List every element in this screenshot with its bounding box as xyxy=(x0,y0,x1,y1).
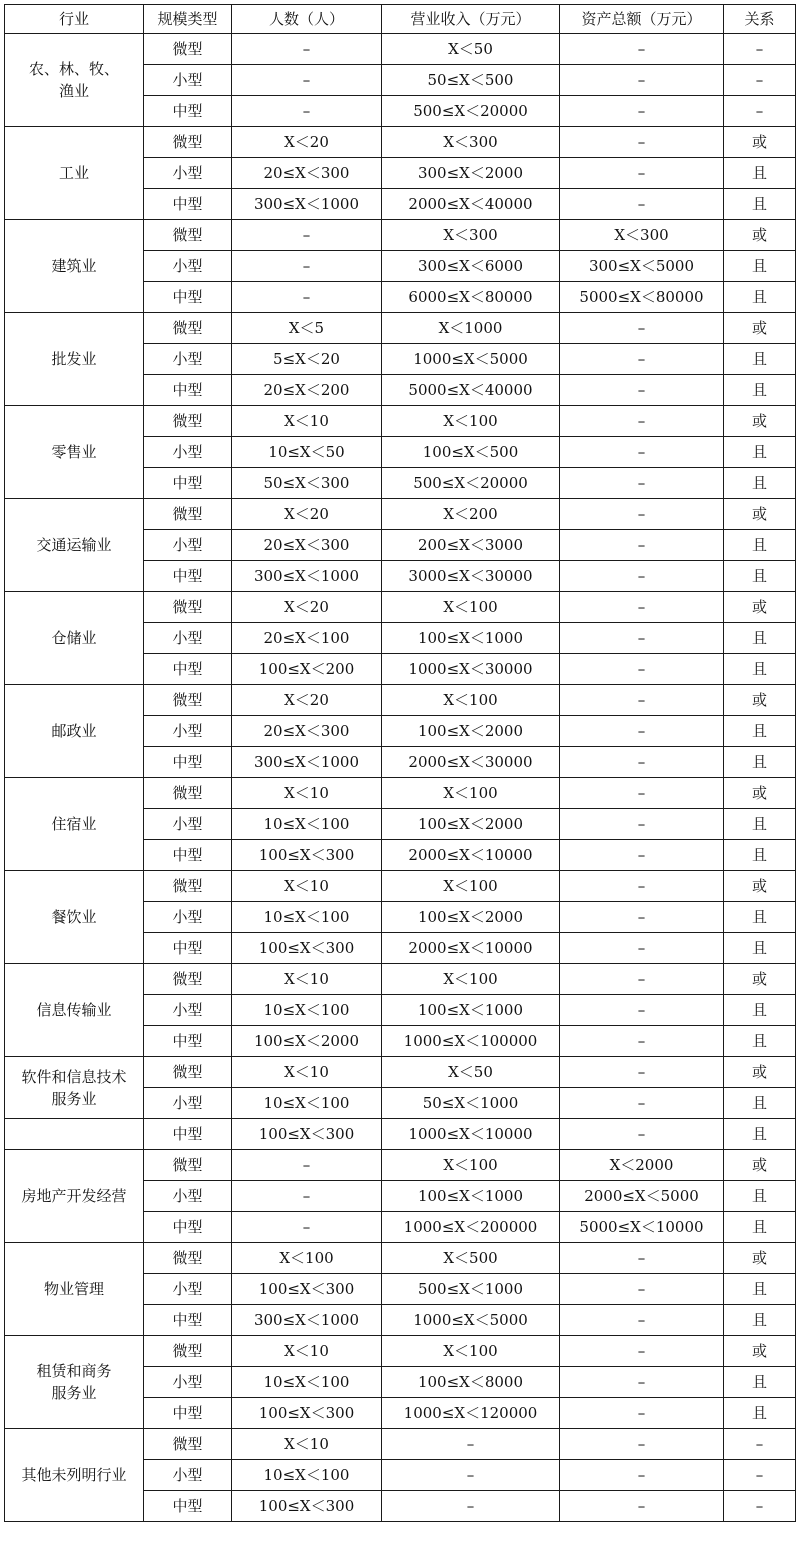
industry-cell: 零售业 xyxy=(5,406,144,499)
relation-cell: 且 xyxy=(724,1119,796,1150)
revenue-cell: 50≤X＜500 xyxy=(382,65,560,96)
revenue-cell: 100≤X＜1000 xyxy=(382,1181,560,1212)
revenue-cell: X＜100 xyxy=(382,1336,560,1367)
revenue-cell: X＜100 xyxy=(382,1150,560,1181)
assets-cell: – xyxy=(560,34,724,65)
employees-cell: X＜10 xyxy=(232,1429,382,1460)
size-type-cell: 中型 xyxy=(144,1305,232,1336)
assets-cell: – xyxy=(560,1243,724,1274)
header-relation: 关系 xyxy=(724,5,796,34)
size-type-cell: 微型 xyxy=(144,220,232,251)
size-type-cell: 中型 xyxy=(144,840,232,871)
size-type-cell: 微型 xyxy=(144,871,232,902)
assets-cell: – xyxy=(560,840,724,871)
size-type-cell: 小型 xyxy=(144,902,232,933)
employees-cell: X＜10 xyxy=(232,1336,382,1367)
relation-cell: 且 xyxy=(724,1026,796,1057)
industry-cell: 农、林、牧、 渔业 xyxy=(5,34,144,127)
employees-cell: 100≤X＜300 xyxy=(232,1274,382,1305)
revenue-cell: 1000≤X＜100000 xyxy=(382,1026,560,1057)
employees-cell: 10≤X＜100 xyxy=(232,995,382,1026)
employees-cell: – xyxy=(232,1212,382,1243)
revenue-cell: 1000≤X＜10000 xyxy=(382,1119,560,1150)
size-type-cell: 小型 xyxy=(144,1088,232,1119)
employees-cell: – xyxy=(232,282,382,313)
relation-cell: 或 xyxy=(724,499,796,530)
assets-cell: – xyxy=(560,871,724,902)
employees-cell: X＜5 xyxy=(232,313,382,344)
table-row xyxy=(5,685,796,716)
assets-cell: – xyxy=(560,1026,724,1057)
size-type-cell: 中型 xyxy=(144,1212,232,1243)
assets-cell: – xyxy=(560,127,724,158)
size-type-cell: 微型 xyxy=(144,406,232,437)
assets-cell: X＜300 xyxy=(560,220,724,251)
assets-cell: – xyxy=(560,561,724,592)
relation-cell: – xyxy=(724,65,796,96)
size-type-cell: 微型 xyxy=(144,1429,232,1460)
industry-cell: 仓储业 xyxy=(5,592,144,685)
size-type-cell: 微型 xyxy=(144,127,232,158)
employees-cell: 50≤X＜300 xyxy=(232,468,382,499)
relation-cell: 或 xyxy=(724,1243,796,1274)
size-type-cell: 小型 xyxy=(144,65,232,96)
employees-cell: 5≤X＜20 xyxy=(232,344,382,375)
relation-cell: 且 xyxy=(724,747,796,778)
assets-cell: – xyxy=(560,1305,724,1336)
revenue-cell: X＜50 xyxy=(382,34,560,65)
assets-cell: – xyxy=(560,468,724,499)
table-row xyxy=(5,1429,796,1460)
revenue-cell: 200≤X＜3000 xyxy=(382,530,560,561)
relation-cell: 且 xyxy=(724,716,796,747)
revenue-cell: X＜1000 xyxy=(382,313,560,344)
table-row xyxy=(5,1336,796,1367)
table-row xyxy=(5,1243,796,1274)
revenue-cell: 500≤X＜20000 xyxy=(382,96,560,127)
revenue-cell: 1000≤X＜5000 xyxy=(382,1305,560,1336)
size-type-cell: 微型 xyxy=(144,685,232,716)
industry-cell: 物业管理 xyxy=(5,1243,144,1336)
revenue-cell: 2000≤X＜40000 xyxy=(382,189,560,220)
employees-cell: 100≤X＜2000 xyxy=(232,1026,382,1057)
assets-cell: – xyxy=(560,1119,724,1150)
size-type-cell: 小型 xyxy=(144,716,232,747)
assets-cell: – xyxy=(560,964,724,995)
table-row xyxy=(5,964,796,995)
employees-cell: 300≤X＜1000 xyxy=(232,189,382,220)
assets-cell: – xyxy=(560,778,724,809)
table-row xyxy=(5,1150,796,1181)
size-type-cell: 小型 xyxy=(144,623,232,654)
size-type-cell: 中型 xyxy=(144,654,232,685)
header-total-assets: 资产总额（万元） xyxy=(560,5,724,34)
revenue-cell: 100≤X＜500 xyxy=(382,437,560,468)
relation-cell: 或 xyxy=(724,313,796,344)
header-employees: 人数（人） xyxy=(232,5,382,34)
size-type-cell: 小型 xyxy=(144,251,232,282)
relation-cell: 或 xyxy=(724,592,796,623)
relation-cell: 且 xyxy=(724,623,796,654)
employees-cell: 10≤X＜100 xyxy=(232,1088,382,1119)
revenue-cell: 50≤X＜1000 xyxy=(382,1088,560,1119)
size-type-cell: 微型 xyxy=(144,592,232,623)
revenue-cell: – xyxy=(382,1429,560,1460)
assets-cell: – xyxy=(560,716,724,747)
revenue-cell: 5000≤X＜40000 xyxy=(382,375,560,406)
assets-cell: – xyxy=(560,654,724,685)
revenue-cell: 100≤X＜2000 xyxy=(382,716,560,747)
header-row xyxy=(5,5,796,34)
employees-cell: X＜20 xyxy=(232,127,382,158)
employees-cell: X＜20 xyxy=(232,592,382,623)
size-type-cell: 微型 xyxy=(144,964,232,995)
industry-cell xyxy=(5,1119,144,1150)
revenue-cell: 300≤X＜2000 xyxy=(382,158,560,189)
relation-cell: 且 xyxy=(724,1088,796,1119)
industry-cell: 信息传输业 xyxy=(5,964,144,1057)
size-type-cell: 中型 xyxy=(144,1026,232,1057)
revenue-cell: X＜100 xyxy=(382,685,560,716)
assets-cell: – xyxy=(560,313,724,344)
size-type-cell: 中型 xyxy=(144,933,232,964)
assets-cell: – xyxy=(560,1088,724,1119)
size-type-cell: 微型 xyxy=(144,499,232,530)
revenue-cell: 6000≤X＜80000 xyxy=(382,282,560,313)
assets-cell: 2000≤X＜5000 xyxy=(560,1181,724,1212)
table-row xyxy=(5,127,796,158)
table-row xyxy=(5,220,796,251)
size-type-cell: 中型 xyxy=(144,375,232,406)
employees-cell: X＜20 xyxy=(232,685,382,716)
revenue-cell: X＜100 xyxy=(382,406,560,437)
employees-cell: 10≤X＜100 xyxy=(232,809,382,840)
relation-cell: – xyxy=(724,1491,796,1522)
assets-cell: 5000≤X＜80000 xyxy=(560,282,724,313)
revenue-cell: 100≤X＜8000 xyxy=(382,1367,560,1398)
assets-cell: – xyxy=(560,747,724,778)
relation-cell: 且 xyxy=(724,437,796,468)
assets-cell: – xyxy=(560,65,724,96)
revenue-cell: 1000≤X＜120000 xyxy=(382,1398,560,1429)
size-type-cell: 小型 xyxy=(144,1274,232,1305)
employees-cell: – xyxy=(232,1181,382,1212)
assets-cell: – xyxy=(560,1336,724,1367)
assets-cell: – xyxy=(560,809,724,840)
employees-cell: 10≤X＜50 xyxy=(232,437,382,468)
header-revenue: 营业收入（万元） xyxy=(382,5,560,34)
revenue-cell: 100≤X＜1000 xyxy=(382,995,560,1026)
employees-cell: – xyxy=(232,1150,382,1181)
employees-cell: – xyxy=(232,34,382,65)
relation-cell: 且 xyxy=(724,189,796,220)
employees-cell: – xyxy=(232,251,382,282)
relation-cell: 且 xyxy=(724,1274,796,1305)
employees-cell: 10≤X＜100 xyxy=(232,1367,382,1398)
employees-cell: 300≤X＜1000 xyxy=(232,561,382,592)
relation-cell: 或 xyxy=(724,964,796,995)
assets-cell: 5000≤X＜10000 xyxy=(560,1212,724,1243)
industry-cell: 交通运输业 xyxy=(5,499,144,592)
size-type-cell: 中型 xyxy=(144,189,232,220)
size-type-cell: 微型 xyxy=(144,313,232,344)
size-type-cell: 微型 xyxy=(144,1336,232,1367)
relation-cell: 且 xyxy=(724,530,796,561)
table-row xyxy=(5,592,796,623)
assets-cell: – xyxy=(560,1429,724,1460)
size-type-cell: 小型 xyxy=(144,1367,232,1398)
assets-cell: 300≤X＜5000 xyxy=(560,251,724,282)
relation-cell: – xyxy=(724,96,796,127)
relation-cell: 或 xyxy=(724,1150,796,1181)
revenue-cell: X＜300 xyxy=(382,220,560,251)
size-type-cell: 小型 xyxy=(144,995,232,1026)
assets-cell: – xyxy=(560,685,724,716)
size-type-cell: 微型 xyxy=(144,1243,232,1274)
assets-cell: – xyxy=(560,499,724,530)
relation-cell: – xyxy=(724,1460,796,1491)
assets-cell: – xyxy=(560,1491,724,1522)
assets-cell: – xyxy=(560,1274,724,1305)
relation-cell: 或 xyxy=(724,871,796,902)
employees-cell: 20≤X＜300 xyxy=(232,158,382,189)
relation-cell: 且 xyxy=(724,654,796,685)
assets-cell: – xyxy=(560,158,724,189)
revenue-cell: 300≤X＜6000 xyxy=(382,251,560,282)
industry-cell: 建筑业 xyxy=(5,220,144,313)
relation-cell: 且 xyxy=(724,468,796,499)
industry-cell: 邮政业 xyxy=(5,685,144,778)
employees-cell: 100≤X＜300 xyxy=(232,1398,382,1429)
relation-cell: 且 xyxy=(724,1181,796,1212)
industry-cell: 工业 xyxy=(5,127,144,220)
employees-cell: X＜10 xyxy=(232,964,382,995)
employees-cell: 10≤X＜100 xyxy=(232,1460,382,1491)
relation-cell: 或 xyxy=(724,406,796,437)
revenue-cell: 100≤X＜2000 xyxy=(382,809,560,840)
revenue-cell: X＜50 xyxy=(382,1057,560,1088)
assets-cell: – xyxy=(560,189,724,220)
size-type-cell: 小型 xyxy=(144,530,232,561)
header-industry: 行业 xyxy=(5,5,144,34)
size-type-cell: 小型 xyxy=(144,1460,232,1491)
relation-cell: 且 xyxy=(724,1398,796,1429)
size-type-cell: 中型 xyxy=(144,1119,232,1150)
size-type-cell: 中型 xyxy=(144,1491,232,1522)
relation-cell: – xyxy=(724,34,796,65)
relation-cell: 且 xyxy=(724,1212,796,1243)
revenue-cell: X＜200 xyxy=(382,499,560,530)
employees-cell: 20≤X＜200 xyxy=(232,375,382,406)
relation-cell: 且 xyxy=(724,1367,796,1398)
table-row xyxy=(5,1057,796,1088)
relation-cell: 且 xyxy=(724,251,796,282)
assets-cell: – xyxy=(560,406,724,437)
employees-cell: – xyxy=(232,65,382,96)
table-row xyxy=(5,778,796,809)
employees-cell: – xyxy=(232,96,382,127)
assets-cell: – xyxy=(560,1460,724,1491)
employees-cell: 300≤X＜1000 xyxy=(232,1305,382,1336)
size-type-cell: 中型 xyxy=(144,468,232,499)
relation-cell: 或 xyxy=(724,778,796,809)
employees-cell: X＜20 xyxy=(232,499,382,530)
size-type-cell: 中型 xyxy=(144,282,232,313)
revenue-cell: – xyxy=(382,1491,560,1522)
header-size-type: 规模类型 xyxy=(144,5,232,34)
relation-cell: 或 xyxy=(724,1336,796,1367)
assets-cell: – xyxy=(560,1367,724,1398)
assets-cell: – xyxy=(560,995,724,1026)
revenue-cell: 500≤X＜1000 xyxy=(382,1274,560,1305)
revenue-cell: 1000≤X＜200000 xyxy=(382,1212,560,1243)
revenue-cell: 2000≤X＜10000 xyxy=(382,933,560,964)
size-type-cell: 中型 xyxy=(144,561,232,592)
revenue-cell: – xyxy=(382,1460,560,1491)
relation-cell: 或 xyxy=(724,1057,796,1088)
assets-cell: – xyxy=(560,592,724,623)
relation-cell: 且 xyxy=(724,282,796,313)
employees-cell: X＜10 xyxy=(232,406,382,437)
industry-cell: 租赁和商务 服务业 xyxy=(5,1336,144,1429)
assets-cell: – xyxy=(560,1398,724,1429)
assets-cell: – xyxy=(560,530,724,561)
table-row xyxy=(5,499,796,530)
assets-cell: – xyxy=(560,1057,724,1088)
employees-cell: 100≤X＜300 xyxy=(232,840,382,871)
size-type-cell: 小型 xyxy=(144,437,232,468)
assets-cell: – xyxy=(560,375,724,406)
employees-cell: – xyxy=(232,220,382,251)
employees-cell: X＜10 xyxy=(232,778,382,809)
assets-cell: – xyxy=(560,344,724,375)
relation-cell: 且 xyxy=(724,375,796,406)
employees-cell: 20≤X＜300 xyxy=(232,716,382,747)
employees-cell: 100≤X＜300 xyxy=(232,1119,382,1150)
employees-cell: 100≤X＜200 xyxy=(232,654,382,685)
enterprise-size-classification-table xyxy=(4,4,796,1522)
industry-cell: 软件和信息技术 服务业 xyxy=(5,1057,144,1119)
revenue-cell: 2000≤X＜10000 xyxy=(382,840,560,871)
revenue-cell: 100≤X＜2000 xyxy=(382,902,560,933)
assets-cell: – xyxy=(560,96,724,127)
revenue-cell: X＜100 xyxy=(382,592,560,623)
industry-cell: 房地产开发经营 xyxy=(5,1150,144,1243)
assets-cell: – xyxy=(560,933,724,964)
size-type-cell: 微型 xyxy=(144,1150,232,1181)
industry-cell: 其他未列明行业 xyxy=(5,1429,144,1522)
relation-cell: 且 xyxy=(724,902,796,933)
size-type-cell: 中型 xyxy=(144,1398,232,1429)
size-type-cell: 微型 xyxy=(144,1057,232,1088)
employees-cell: X＜10 xyxy=(232,1057,382,1088)
assets-cell: – xyxy=(560,437,724,468)
table-row xyxy=(5,34,796,65)
size-type-cell: 微型 xyxy=(144,778,232,809)
size-type-cell: 小型 xyxy=(144,809,232,840)
revenue-cell: 2000≤X＜30000 xyxy=(382,747,560,778)
size-type-cell: 中型 xyxy=(144,747,232,778)
relation-cell: 或 xyxy=(724,685,796,716)
revenue-cell: 3000≤X＜30000 xyxy=(382,561,560,592)
relation-cell: 或 xyxy=(724,220,796,251)
table-row xyxy=(5,871,796,902)
relation-cell: 且 xyxy=(724,933,796,964)
size-type-cell: 微型 xyxy=(144,34,232,65)
relation-cell: – xyxy=(724,1429,796,1460)
employees-cell: 10≤X＜100 xyxy=(232,902,382,933)
assets-cell: X＜2000 xyxy=(560,1150,724,1181)
relation-cell: 或 xyxy=(724,127,796,158)
employees-cell: X＜100 xyxy=(232,1243,382,1274)
relation-cell: 且 xyxy=(724,158,796,189)
industry-cell: 住宿业 xyxy=(5,778,144,871)
revenue-cell: 1000≤X＜30000 xyxy=(382,654,560,685)
size-type-cell: 中型 xyxy=(144,96,232,127)
relation-cell: 且 xyxy=(724,561,796,592)
revenue-cell: 1000≤X＜5000 xyxy=(382,344,560,375)
revenue-cell: 100≤X＜1000 xyxy=(382,623,560,654)
size-type-cell: 小型 xyxy=(144,1181,232,1212)
revenue-cell: X＜300 xyxy=(382,127,560,158)
industry-cell: 批发业 xyxy=(5,313,144,406)
assets-cell: – xyxy=(560,902,724,933)
employees-cell: 20≤X＜100 xyxy=(232,623,382,654)
industry-cell: 餐饮业 xyxy=(5,871,144,964)
employees-cell: X＜10 xyxy=(232,871,382,902)
revenue-cell: X＜500 xyxy=(382,1243,560,1274)
revenue-cell: 500≤X＜20000 xyxy=(382,468,560,499)
relation-cell: 且 xyxy=(724,995,796,1026)
table-row xyxy=(5,406,796,437)
relation-cell: 且 xyxy=(724,840,796,871)
relation-cell: 且 xyxy=(724,809,796,840)
revenue-cell: X＜100 xyxy=(382,778,560,809)
employees-cell: 100≤X＜300 xyxy=(232,933,382,964)
table-body xyxy=(5,34,796,1522)
relation-cell: 且 xyxy=(724,1305,796,1336)
assets-cell: – xyxy=(560,623,724,654)
revenue-cell: X＜100 xyxy=(382,871,560,902)
revenue-cell: X＜100 xyxy=(382,964,560,995)
table-row xyxy=(5,313,796,344)
employees-cell: 20≤X＜300 xyxy=(232,530,382,561)
relation-cell: 且 xyxy=(724,344,796,375)
size-type-cell: 小型 xyxy=(144,158,232,189)
employees-cell: 100≤X＜300 xyxy=(232,1491,382,1522)
size-type-cell: 小型 xyxy=(144,344,232,375)
table-row xyxy=(5,1119,796,1150)
employees-cell: 300≤X＜1000 xyxy=(232,747,382,778)
